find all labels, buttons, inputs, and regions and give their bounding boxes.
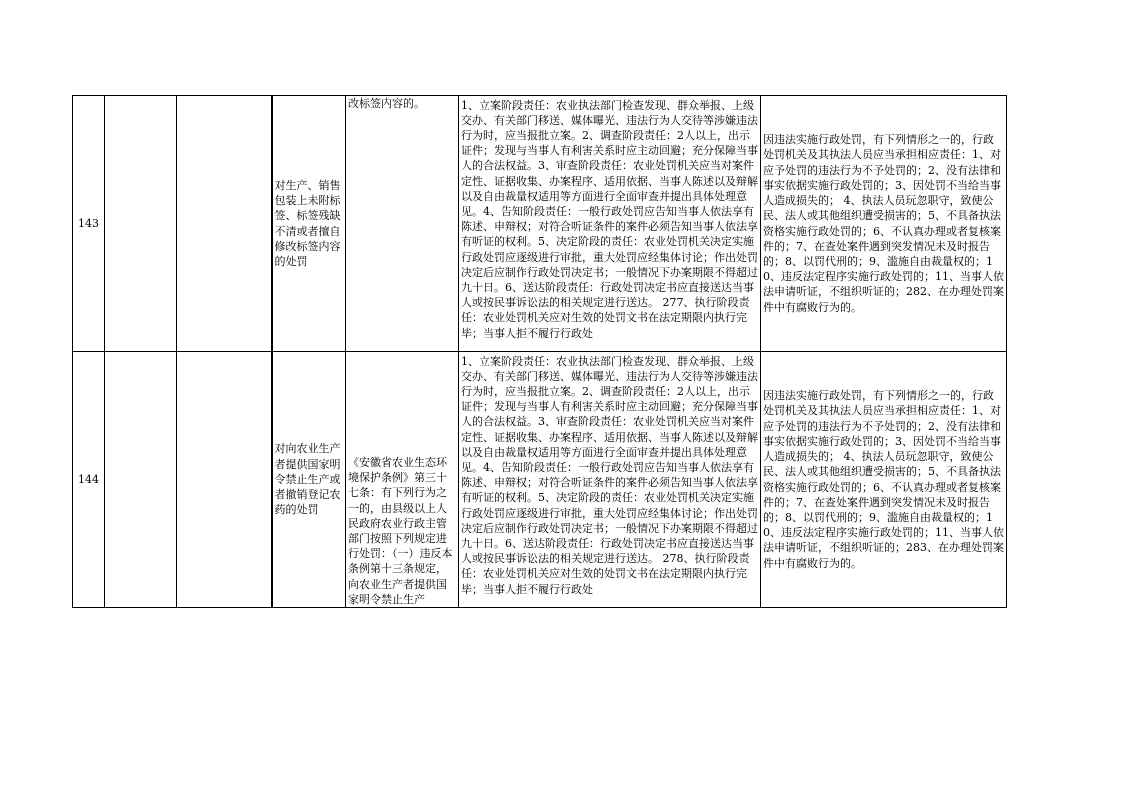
accountability-text: 因违法实施行政处罚，有下列情形之一的，行政处罚机关及其执法人员应当承担相应责任：1、对应予处罚的违法行为不予处罚的；2、没有法律和事实依据实施行政处罚的；3、因处罚不当给当事人造成损失的； 4、执法人员玩忽职守，致使公民、法人或其他组织遭受损害的；5、不具备执法资格实施行政处罚的；6、不认真办理或者复核案件的；7、在查处案件遇到突发情况未及时报告的；8、以罚代刑的；9、滥施自由裁量权的；10、违反法定程序实施行政处罚的；11、当事人依法申请听证，不组织听证的；282、在办理处罚案件中有腐败行为的。 (761, 96, 1007, 352)
empty-cell (105, 352, 177, 608)
row-number: 143 (73, 96, 105, 352)
empty-cell (105, 96, 177, 352)
power-list-table (72, 95, 1007, 608)
duty-text-content: 1、立案阶段责任：农业执法部门检查发现、群众举报、上级交办、有关部门移送、媒体曝光、违法行为人交待等涉嫌违法行为时，应当报批立案。2、调查阶段责任：2人以上，出示证件；发现与当事人有利害关系时应主动回避；充分保障当事人的合法权益。3、审查阶段责任：农业处罚机关应当对案件定性、证据收集、办案程序、适用依据、当事人陈述以及辩解以及自由裁量权适用等方面进行全面审查并提出具体处理意见。4、告知阶段责任：一般行政处罚应告知当事人依法享有陈述、申辩权；对符合听证条件的案件必须告知当事人依法享有听证的权利。5、决定阶段的责任：农业处罚机关决定实施行政处罚应逐级进行审批，重大处罚应经集体讨论；作出处罚决定后应制作行政处罚决定书；一般情况下办案期限不得超过九十日。6、送达阶段责任：行政处罚决定书应直接送达当事人或按民事诉讼法的相关规定进行送达。 277、执行阶段责任：农业处罚机关应对生效的处罚文书在法定期限内执行完毕；当事人拒不履行行政处 (461, 98, 758, 340)
table-row (73, 96, 1007, 352)
accountability-text: 因违法实施行政处罚，有下列情形之一的，行政处罚机关及其执法人员应当承担相应责任：1、对应予处罚的违法行为不予处罚的；2、没有法律和事实依据实施行政处罚的；3、因处罚不当给当事人造成损失的； 4、执法人员玩忽职守，致使公民、法人或其他组织遭受损害的；5、不具备执法资格实施行政处罚的；6、不认真办理或者复核案件的；7、在查处案件遇到突发情况未及时报告的；8、以罚代刑的；9、滥施自由裁量权的；10、违反法定程序实施行政处罚的；11、当事人依法申请听证，不组织听证的；283、在办理处罚案件中有腐败行为的。 (761, 352, 1007, 608)
legal-basis (346, 352, 459, 608)
duty-text (459, 352, 761, 608)
duty-text (459, 96, 761, 352)
empty-cell (177, 352, 272, 608)
legal-basis-content: 《安徽省农业生态环境保护条例》第三十七条：有下列行为之一的，由县级以上人民政府农业行政主管部门按照下列规定进行处罚：（一）违反本条例第十三条规定，向农业生产者提供国家明令禁止生产 (348, 455, 453, 606)
empty-cell (177, 96, 272, 352)
item-name: 对生产、销售包装上未附标签、标签残缺不清或者擅自修改标签内容的处罚 (272, 96, 346, 352)
item-name: 对向农业生产者提供国家明令禁止生产或者撤销登记农药的处罚 (272, 352, 346, 608)
duty-text-content: 1、立案阶段责任：农业执法部门检查发现、群众举报、上级交办、有关部门移送、媒体曝光、违法行为人交待等涉嫌违法行为时，应当报批立案。2、调查阶段责任：2人以上，出示证件；发现与当事人有利害关系时应主动回避；充分保障当事人的合法权益。3、审查阶段责任：农业处罚机关应当对案件定性、证据收集、办案程序、适用依据、当事人陈述以及辩解以及自由裁量权适用等方面进行全面审查并提出具体处理意见。4、告知阶段责任：一般行政处罚应告知当事人依法享有陈述、申辩权；对符合听证条件的案件必须告知当事人依法享有听证的权利。5、决定阶段的责任：农业处罚机关决定实施行政处罚应逐级进行审批，重大处罚应经集体讨论；作出处罚决定后应制作行政处罚决定书；一般情况下办案期限不得超过九十日。6、送达阶段责任：行政处罚决定书应直接送达当事人或按民事诉讼法的相关规定进行送达。 278、执行阶段责任：农业处罚机关应对生效的处罚文书在法定期限内执行完毕；当事人拒不履行行政处 (461, 354, 758, 596)
table-row (73, 352, 1007, 608)
row-number: 144 (73, 352, 105, 608)
legal-basis: 改标签内容的。 (346, 96, 459, 352)
